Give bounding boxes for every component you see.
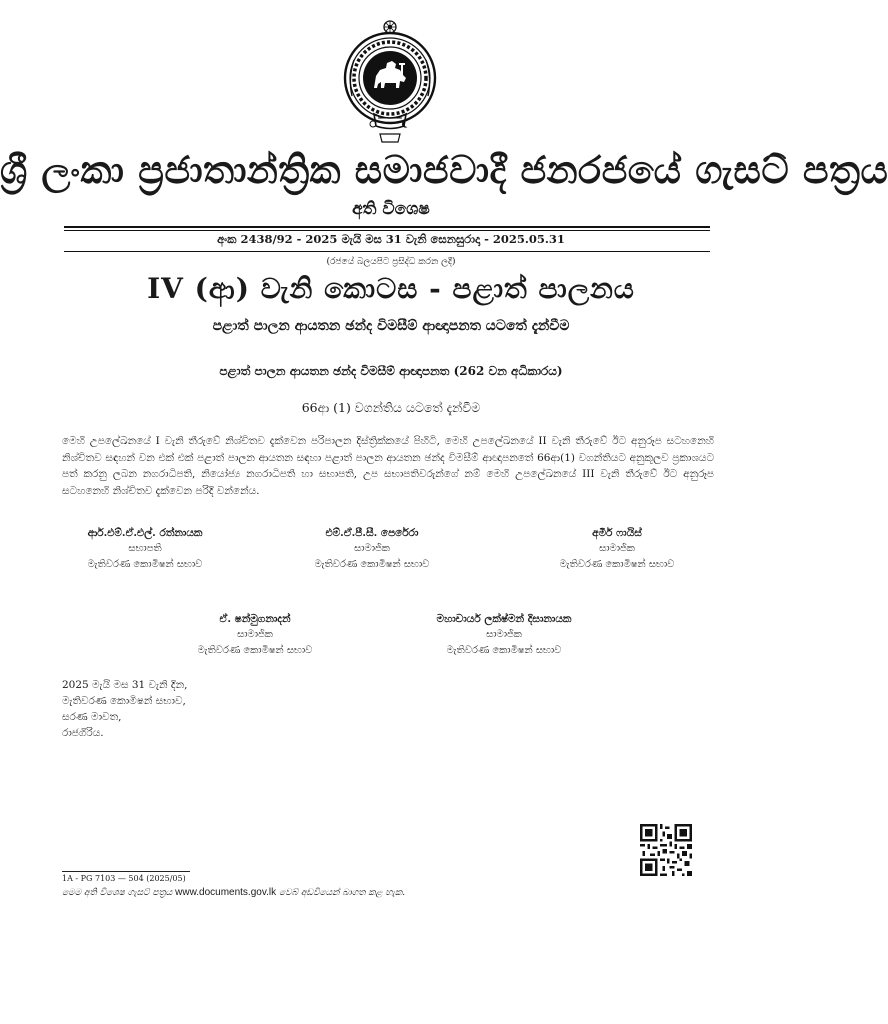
footer-rule [62,871,190,872]
section-title: 66ආ (1) වගන්තිය යටතේ දැන්වීම [301,400,481,415]
signatory-block [404,611,604,659]
address-line: මැතිවරණ කොමිෂන් සභාව, [62,695,186,707]
ordinance-title: පළාත් පාලන ආයතන ඡන්ද විමසීම් ආඥාපනත (262 වන අධිකාරය) [219,364,563,378]
signatory-body: මැතිවරණ කොමිෂන් සභාව [559,559,675,570]
address-line: සරණ මාවත, [62,711,122,723]
signatory-role: සාමාජික [237,629,273,640]
signatory-body: මැතිවරණ කොමිෂන් සභාව [446,645,562,656]
signatory-block [45,525,245,573]
signatory-name: ආර්.එම්.ඒ.එල්. රත්නායක [87,527,203,539]
notice-heading: පළාත් පාලන ආයතන ඡන්ද විමසීම් ආඥාපනත යටතේ දැන්වීම [212,318,570,334]
part-heading: IV (ආ) වැනි කොටස - පළාත් පාලනය [147,272,635,305]
date-address-block [62,677,362,741]
signatory-name: එම්.ඒ.පී.සී. පෙරේරා [325,527,419,539]
footer-note-text: වෙබ් අඩවියෙන් බාගත කළ හැක. [276,888,406,898]
header-rule-bottom [64,251,710,252]
national-emblem-icon [340,18,440,146]
signatory-role: සාමාජික [486,629,522,640]
gazette-subtitle: අති විශෙෂ [352,199,430,219]
signatory-block [155,611,355,659]
footer-download-note [62,887,405,898]
signatory-role: සභාපති [128,543,162,554]
gazette-title: ශ්‍රී ලංකා ප්‍රජාතාන්ත්‍රික සමාජවාදී ජනරජයේ ගැසට් පත්‍රය [0,147,888,192]
address-line: රාජගිරිය. [62,727,104,739]
signatory-role: සාමාජික [599,543,635,554]
signatory-body: මැතිවරණ කොමිෂන් සභාව [197,645,313,656]
signatory-block [272,525,472,573]
qr-code-icon [640,824,692,876]
signatory-name: ඒ. ෂන්මුගනාදන් [219,613,291,625]
footer-print-reference: 1A - PG 7103 — 504 (2025/05) [62,874,186,883]
footer-note-text: මෙම අති විශෙෂ ගැසට් පත්‍රය [62,888,176,898]
documents-website-link[interactable]: www.documents.gov.lk [175,887,277,898]
header-rule-top [64,226,710,228]
signatory-body: මැතිවරණ කොමිෂන් සභාව [314,559,430,570]
signatory-block [517,525,717,573]
address-line: 2025 මැයි මස 31 වැනි දින, [62,679,188,691]
signatory-role: සාමාජික [354,543,390,554]
issue-line: අංක 2438/92 - 2025 මැයි මස 31 වැනි සෙනසුරාදා - 2025.05.31 [217,232,565,246]
header-rule-top-thin [64,230,710,231]
published-by-note: (රජයේ බලයපිට ප්‍රසිද්ධ කරන ලදී) [326,257,456,267]
signatory-body: මැතිවරණ කොමිෂන් සභාව [87,559,203,570]
signatory-name: අමීර් ෆායිස් [592,527,642,539]
notice-body-paragraph: මෙහි උපලේඛනයේ I වැනි තීරුවේ නිශ්චිතව දැක්වෙන පරිපාලන දිස්ත්‍රික්කයේ පිහිටි, මෙහි උපලේඛනයේ II වැනි තීරුවේ ඊට අනුරූප සටහනෙහි නිශ්චිතව සඳහන් වන එක් එක් පළාත් පාලන ආයතන සඳහා පළාත් පාලන ආයතන ඡන්ද විමසීම් ආඥාපනතේ 66ආ(1) වගන්තියට අනුකූලව ප්‍රකාශයට පත් කරනු ලබන නගරාධිපති, නියෝජ්‍ය නගරාධිපති හා සභාපති, උප සභාපතිවරුන්ගේ නම් මෙහි උපලේඛනයේ III වැනි තීරුවේ ඊට අනුරූප සටහනෙහි නිශ්චිතව දැක්වෙන පරිදි වන්නේය. [62,435,714,497]
signatory-name: මහාචාර්ය ලක්ෂ්මන් දිසානායක [436,613,572,625]
